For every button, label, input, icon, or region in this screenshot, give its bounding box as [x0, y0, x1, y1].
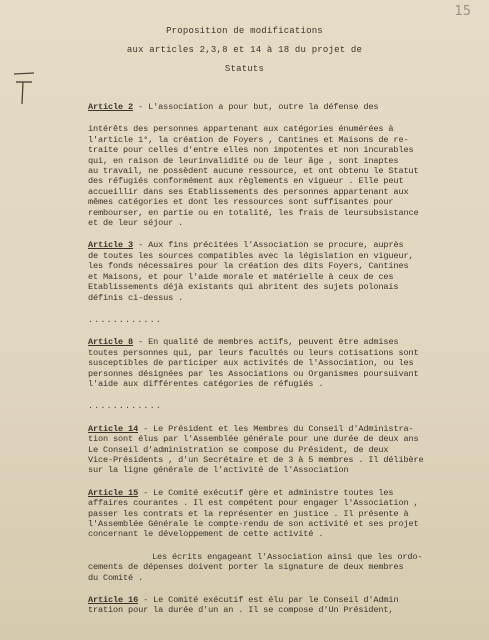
article-2 — [88, 102, 480, 228]
article-title: Article 15 — [88, 487, 139, 498]
article-3 — [88, 240, 480, 302]
text-line: tration pour la durée d'un an . Il se compose d'Un Président, — [88, 605, 394, 616]
text-line: du Comité . — [88, 572, 144, 583]
article-title: Article 16 — [88, 595, 139, 606]
article-title: Article 8 — [88, 337, 134, 348]
text-line: Les écrits engageant l'Association ainsi que les ordo- — [152, 551, 423, 562]
article-14 — [88, 424, 480, 476]
header-statuts: Statuts — [224, 64, 265, 74]
text-line: les fonds nécessaires pour la création des dits Foyers, Cantines — [88, 261, 409, 272]
article-15 — [88, 488, 480, 583]
text-line: l'aide aux différentes catégories de réfugiés . — [88, 378, 324, 389]
text-line: passer les contrats et la représenter en justice . Il présente à — [88, 508, 409, 519]
text-line: accueillir dans ses Etablissements des personnes appartenant aux — [88, 186, 409, 197]
text-line: tion sont élus par l'Assemblée générale pour une durée de deux ans — [88, 434, 419, 445]
article-lead: - Le Comité exécutif gère et administre toutes les — [138, 487, 394, 498]
separator: ............ — [88, 401, 162, 412]
article-lead: - Le Président et les Membres du Conseil d'Administra- — [138, 423, 414, 434]
text-line: l'article 1°, la création de Foyers , Cantines et Maisons de re- — [88, 134, 409, 145]
article-title: Article 14 — [88, 423, 139, 434]
header-title: Proposition de modifications — [166, 26, 323, 36]
article-lead: - Aux fins précitées l'Association se procure, auprès — [133, 240, 404, 251]
document-body — [88, 102, 480, 628]
text-line: de toutes les sources compatibles avec la législation en vigueur, — [88, 250, 414, 261]
separator: ............ — [88, 314, 162, 325]
text-line: cements de dépenses doivent porter la signature de deux membres — [88, 562, 404, 573]
text-line: concernant le développement de cette activité . — [88, 529, 324, 540]
text-line: traite pour celles d'entre elles non impotentes et non incurables — [88, 145, 414, 156]
text-line: définis ci-dessus . — [88, 292, 184, 303]
header-subtitle: aux articles 2,3,8 et 14 à 18 du projet de — [126, 45, 363, 55]
text-line: Vice-Présidents , d'un Secrétaire et de 3 à 5 membres . Il délibère — [88, 454, 424, 465]
article-lead: - L'association a pour but, outre la défense des — [133, 102, 379, 112]
text-line: rembourser, en partie ou en totalité, les frais de leursubsistance — [88, 207, 419, 218]
article-lead: - Le Comité exécutif est élu par le Conseil d'Admin — [138, 595, 399, 606]
article-lead: - En qualité de membres actifs, peuvent être admises — [133, 337, 399, 348]
text-line: susceptibles de participer aux activités de l'Association, ou les — [88, 358, 414, 369]
text-line: qui, en raison de leurinvalidité ou de leur âge , sont inaptes — [88, 155, 399, 166]
text-line: toutes personnes qui, par leurs facultés ou leurs cotisations sont — [88, 347, 419, 358]
article-16 — [88, 595, 480, 616]
text-line: mêmes catégories et dont les ressources sont suffisantes pour — [88, 197, 394, 208]
document-header — [0, 22, 489, 79]
article-8 — [88, 337, 480, 389]
article-title: Article 3 — [88, 240, 134, 251]
text-line: intérêts des personnes appartenant aux catégories énumérées à — [88, 124, 394, 135]
page-number: 15 — [454, 4, 471, 19]
text-line: personnes désignées par les Associations ou Organismes poursuivant — [88, 368, 419, 379]
text-line: et de leur séjour . — [88, 218, 184, 229]
article-title: Article 2 — [88, 102, 134, 112]
text-line: Le Conseil d'administration se compose du Président, de deux — [88, 444, 389, 455]
text-line: Etablissements déjà existants qui abritent des sujets polonais — [88, 282, 399, 293]
text-line: au travail, ne possèdent aucune ressource, et ont obtenu le Statut — [88, 166, 419, 177]
text-line: l'Assemblée Générale le compte-rendu de son activité et ses projet — [88, 519, 419, 529]
text-line: des réfugiés conformément aux règlements en vigueur . Elle peut — [88, 176, 404, 187]
text-line: et Maisons, et pour l'aide morale et matérielle à ceux de ces — [88, 271, 394, 282]
text-line: affaires courantes . Il est compétent pour engager l'Association , — [88, 498, 419, 509]
text-line: sur la ligne générale de l'activité de l'Association — [88, 465, 349, 476]
